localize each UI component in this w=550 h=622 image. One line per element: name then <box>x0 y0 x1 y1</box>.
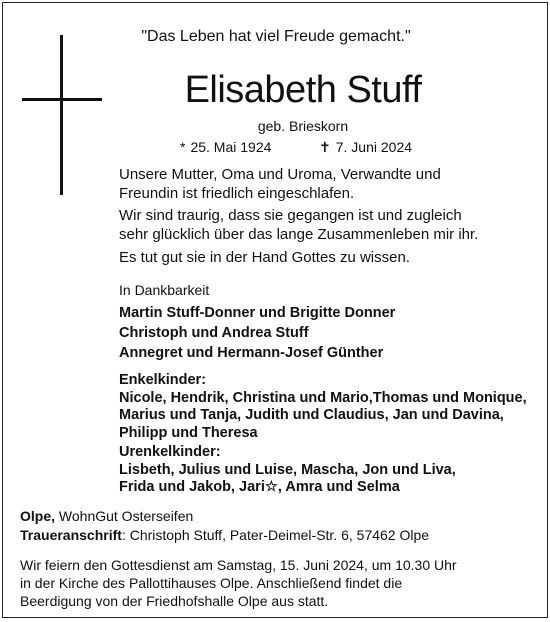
family-member: Christoph und Andrea Stuff <box>119 325 309 341</box>
poem-line: sehr glücklich über das lange Zusammenleben mir ihr. <box>119 226 479 243</box>
poem-line: Unsere Mutter, Oma und Uroma, Verwandte und <box>119 166 441 183</box>
death-cross-icon: ✝ <box>319 139 331 155</box>
poem-line: Freundin ist friedlich eingeschlafen. <box>119 185 355 202</box>
cross-icon <box>60 35 63 195</box>
grandchildren-line: Marius und Tanja, Judith und Claudius, Jan und Davina, <box>119 407 504 423</box>
great-grandchildren-line: Frida und Jakob, Jari☆, Amra und Selma <box>119 479 400 495</box>
dankbarkeit-label: In Dankbarkeit <box>119 282 210 298</box>
family-member: Annegret und Hermann-Josef Günther <box>119 345 384 361</box>
maiden-name: geb. Brieskorn <box>257 118 349 134</box>
grandchildren-line: Nicole, Hendrik, Christina und Mario,Thomas und Monique, <box>119 389 527 406</box>
place-line <box>20 508 193 524</box>
birth-star-icon: * <box>180 139 186 155</box>
grandchildren-block <box>119 372 527 442</box>
deceased-name: Elisabeth Stuff <box>184 69 422 111</box>
service-line: Beerdigung von der Friedhofshalle Olpe aus statt. <box>20 593 329 609</box>
cross-icon-bar <box>22 98 102 101</box>
place-venue: WohnGut Osterseifen <box>58 508 194 524</box>
poem-line: Wir sind traurig, dass sie gegangen ist und zugleich <box>119 207 462 224</box>
service-line: in der Kirche des Pallottihauses Olpe. Anschließend findet die <box>20 575 403 591</box>
great-grandchildren-line: Lisbeth, Julius und Luise, Mascha, Jon und Liva, <box>119 461 456 478</box>
grandchildren-line: Philipp und Theresa <box>119 424 258 441</box>
obituary-notice <box>2 2 548 618</box>
poem-line: Es tut gut sie in der Hand Gottes zu wissen. <box>119 249 410 266</box>
great-grandchildren-block <box>119 444 456 497</box>
poem-paragraph-1 <box>119 165 441 203</box>
place-town: Olpe, <box>20 508 56 524</box>
quote: "Das Leben hat viel Freude gemacht." <box>141 28 411 45</box>
poem-paragraph-3 <box>119 248 410 267</box>
poem-paragraph-2 <box>119 206 478 244</box>
mourning-address-label: Traueranschrift <box>20 527 122 543</box>
family-member: Martin Stuff-Donner und Brigitte Donner <box>119 305 396 321</box>
service-line: Wir feiern den Gottesdienst am Samstag, 15. Juni 2024, um 10.30 Uhr <box>20 557 457 573</box>
birth-date: 25. Mai 1924 <box>190 139 272 155</box>
death-date-line <box>319 139 412 156</box>
mourning-address-line <box>20 527 429 543</box>
grandchildren-heading: Enkelkinder: <box>119 372 207 388</box>
mourning-address: : Christoph Stuff, Pater-Deimel-Str. 6, 57462 Olpe <box>121 527 430 543</box>
service-info <box>20 556 457 610</box>
death-date: 7. Juni 2024 <box>335 139 413 155</box>
great-grandchildren-heading: Urenkelkinder: <box>119 444 221 460</box>
birth-date-line <box>180 139 271 155</box>
